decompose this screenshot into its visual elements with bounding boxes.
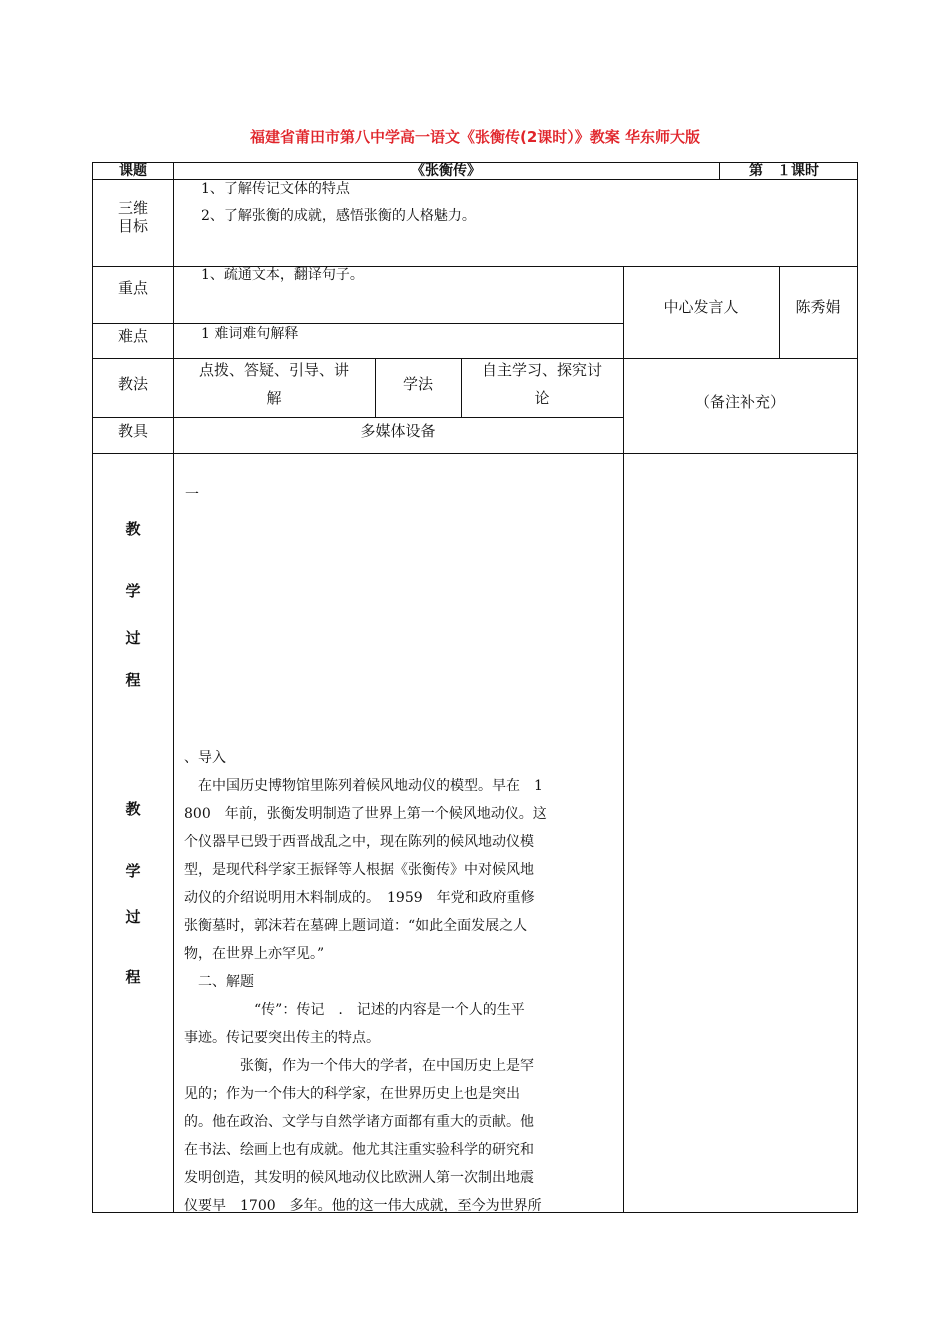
process-label-char: 程: [125, 671, 141, 689]
study-method-line2: 论: [534, 389, 550, 407]
body-line: 仪要早 1700 多年。他的这一伟大成就，至今为世界所: [184, 1198, 542, 1214]
goals-label-line1: 三维: [117, 199, 148, 217]
method-label: 教法: [117, 375, 148, 393]
goal-item: 1、了解传记文体的特点: [201, 181, 350, 197]
body-line: 800 年前，张衡发明制造了世界上第一个候风地动仪。这: [184, 806, 547, 822]
body-line: 动仪的介绍说明用木料制成的。 1959 年党和政府重修: [184, 890, 535, 906]
body-line: 在中国历史博物馆里陈列着候风地动仪的模型。早在 1: [184, 778, 543, 794]
tools-label: 教具: [117, 422, 148, 440]
difficulty-label: 难点: [117, 327, 148, 345]
body-line: 事迹。传记要突出传主的特点。: [184, 1030, 380, 1046]
method-value-line1: 点拨、答疑、引导、讲: [198, 361, 349, 379]
key-points-label: 重点: [117, 279, 148, 297]
process-label-char: 过: [125, 908, 141, 926]
notes-label: （备注补充）: [694, 393, 785, 411]
explain-heading: 二、解题: [184, 974, 254, 990]
body-line: “传”：传记 . 记述的内容是一个人的生平: [184, 1002, 525, 1018]
goal-item: 2、了解张衡的成就，感悟张衡的人格魅力。: [201, 208, 476, 224]
body-line: 发明创造，其发明的候风地动仪比欧洲人第一次制出地震: [184, 1170, 534, 1186]
goals-label-line2: 目标: [117, 217, 148, 235]
body-line: 的。他在政治、文学与自然学诸方面都有重大的贡献。他: [184, 1114, 534, 1130]
speaker-label: 中心发言人: [663, 298, 739, 316]
key-points-value: 1、疏通文本，翻译句子。: [201, 267, 364, 283]
row-divider: [93, 453, 857, 454]
intro-heading: 、导入: [184, 750, 226, 766]
lesson-number: 第 １课时: [749, 163, 819, 179]
study-method-line1: 自主学习、探究讨: [481, 361, 602, 379]
topic-value: 《张衡传》: [411, 163, 481, 179]
tools-value: 多媒体设备: [360, 422, 436, 440]
body-line: 张衡墓时，郭沫若在墓碑上题词道：“如此全面发展之人: [184, 918, 528, 934]
study-method-label: 学法: [402, 375, 433, 393]
row-divider: [93, 358, 857, 359]
process-label-char: 过: [125, 629, 141, 647]
process-dash: 一: [185, 487, 199, 503]
method-value-line2: 解: [266, 389, 282, 407]
difficulty-value: 1 难词难句解释: [201, 326, 299, 342]
body-line: 物，在世界上亦罕见。”: [184, 946, 325, 962]
column-divider: [719, 163, 720, 180]
document-title: 福建省莆田市第八中学高一语文《张衡传(2课时）》教案 华东师大版: [249, 128, 701, 146]
process-label-char: 程: [125, 968, 141, 986]
topic-label: 课题: [119, 163, 147, 179]
process-label-char: 教: [125, 800, 141, 818]
body-line: 在书法、绘画上也有成就。他尤其注重实验科学的研究和: [184, 1142, 534, 1158]
column-divider: [173, 163, 174, 1213]
process-label-char: 教: [125, 520, 141, 538]
process-label-char: 学: [125, 862, 141, 880]
lesson-body: [184, 744, 614, 1220]
body-line: 个仪器早已毁于西晋战乱之中，现在陈列的候风地动仪模: [184, 834, 534, 850]
body-line: 见的；作为一个伟大的科学家，在世界历史上也是突出: [184, 1086, 520, 1102]
process-label-char: 学: [125, 582, 141, 600]
speaker-name: 陈秀娟: [795, 298, 841, 316]
body-line: 张衡，作为一个伟大的学者，在中国历史上是罕: [184, 1058, 534, 1074]
body-line: 型，是现代科学家王振铎等人根据《张衡传》中对候风地: [184, 862, 534, 878]
